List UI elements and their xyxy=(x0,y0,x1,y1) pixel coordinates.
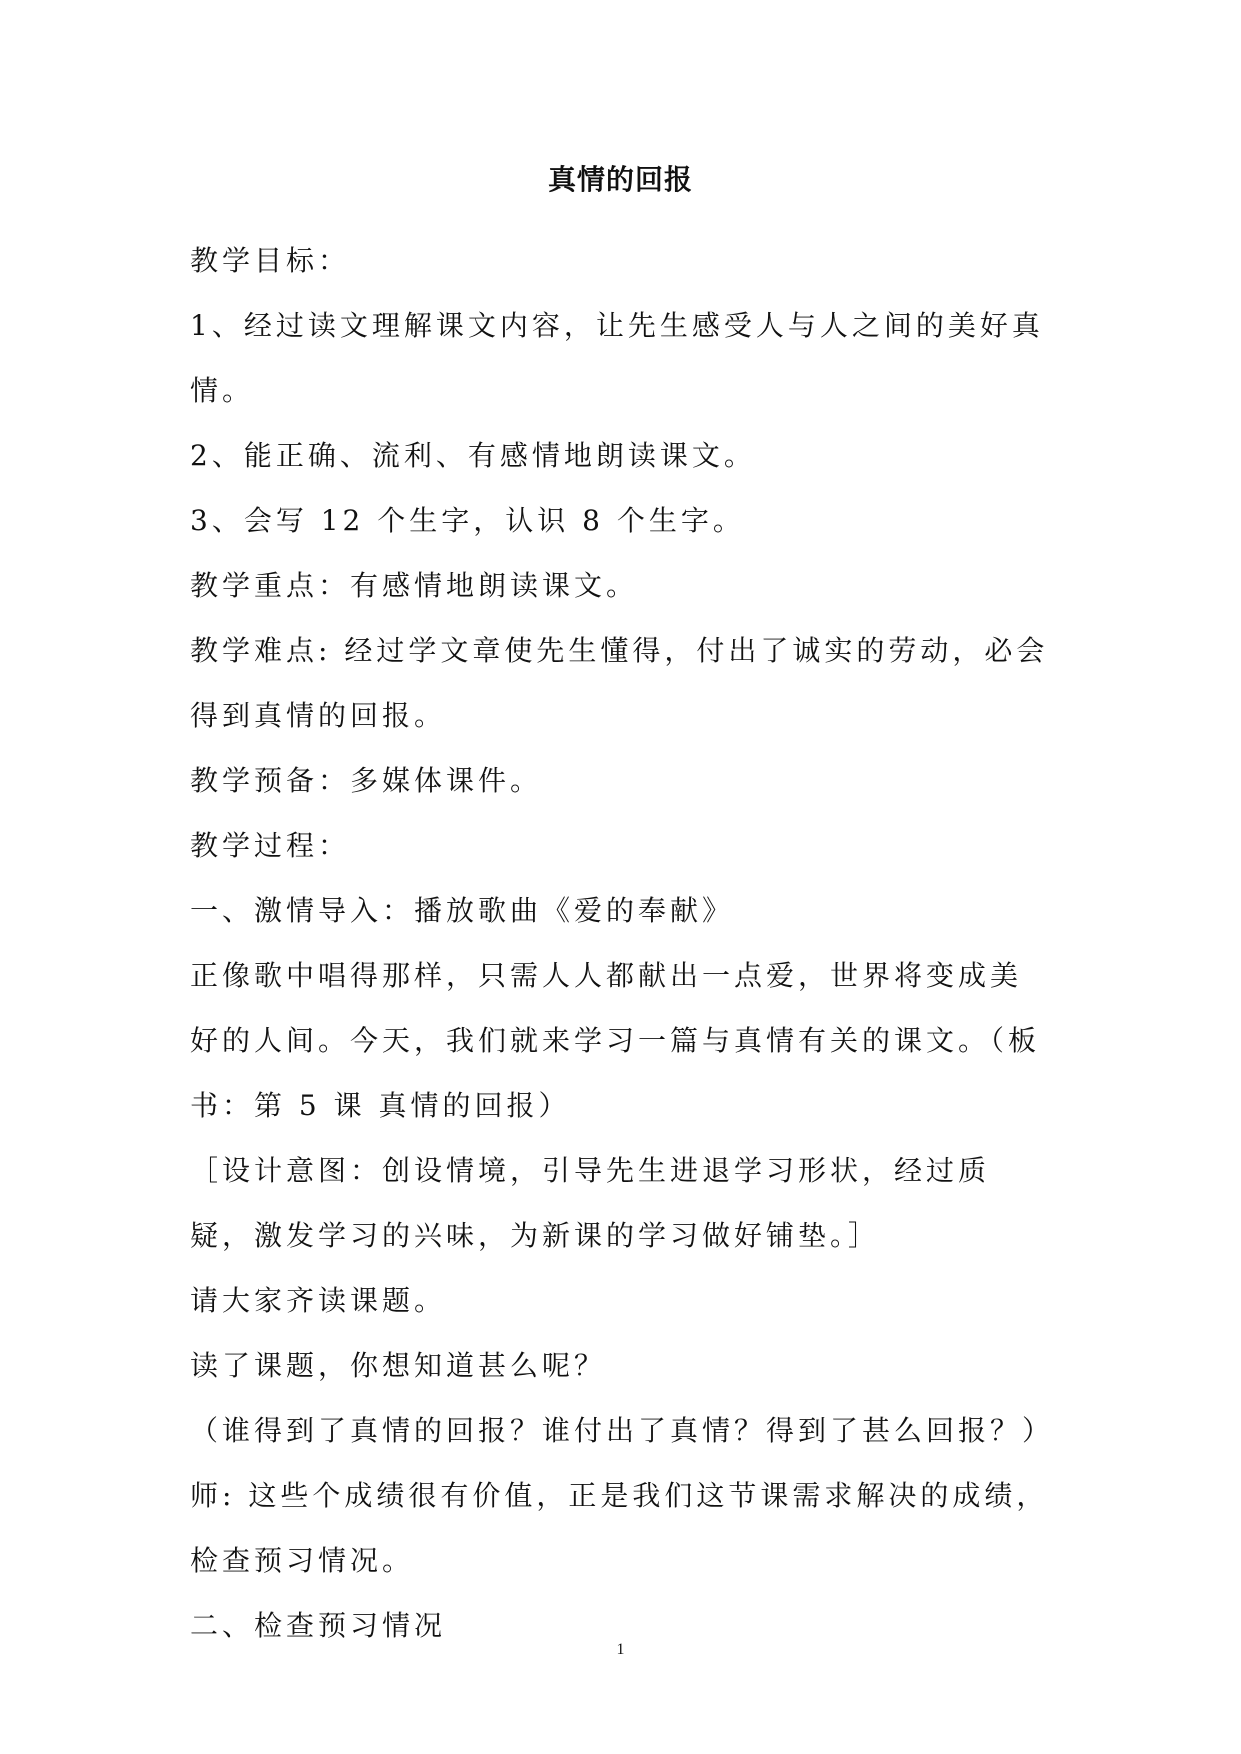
teaching-preparation: 教学预备：多媒体课件。 xyxy=(190,764,543,797)
document-title: 真情的回报 xyxy=(547,163,693,196)
teacher-remark: 师: 这些个成绩很有价值，正是我们这节课需求解决的成绩，检查预习情况。 xyxy=(190,1479,1049,1577)
objective-item-1: 1、经过读文理解课文内容，让先生感受人与人之间的美好真情。 xyxy=(190,309,1044,407)
process-step-2-heading: 二、检查预习情况 xyxy=(190,1609,447,1642)
teaching-key-point: 教学重点：有感情地朗读课文。 xyxy=(190,569,639,602)
question-prompt: 读了课题，你想知道甚么呢？ xyxy=(190,1349,607,1382)
read-title-instruction: 请大家齐读课题。 xyxy=(190,1284,447,1317)
intro-paragraph: 正像歌中唱得那样，只需人人都献出一点爱，世界将变成美好的人间。今天，我们就来学习一篇与真情有关的课文。（板书：第 5 课 真情的回报） xyxy=(190,959,1041,1122)
objective-item-2: 2、能正确、流利、有感情地朗读课文。 xyxy=(190,439,756,472)
document-body xyxy=(190,228,1055,1658)
process-step-1-heading: 一、激情导入：播放歌曲《爱的奉献》 xyxy=(190,894,735,927)
page-number: 1 xyxy=(616,1641,625,1658)
section-heading-objectives: 教学目标： xyxy=(190,244,351,277)
design-intent-note: ［设计意图：创设情境，引导先生进退学习形状，经过质疑，激发学习的兴味，为新课的学习做好铺垫。］ xyxy=(190,1154,991,1252)
section-heading-process: 教学过程： xyxy=(190,829,351,862)
teaching-difficulty: 教学难点: 经过学文章使先生懂得，付出了诚实的劳动，必会得到真情的回报。 xyxy=(190,634,1049,732)
objective-item-3: 3、会写 12 个生字，认识 8 个生字。 xyxy=(190,504,745,537)
student-questions: （谁得到了真情的回报？谁付出了真情？得到了甚么回报？） xyxy=(190,1414,1055,1447)
